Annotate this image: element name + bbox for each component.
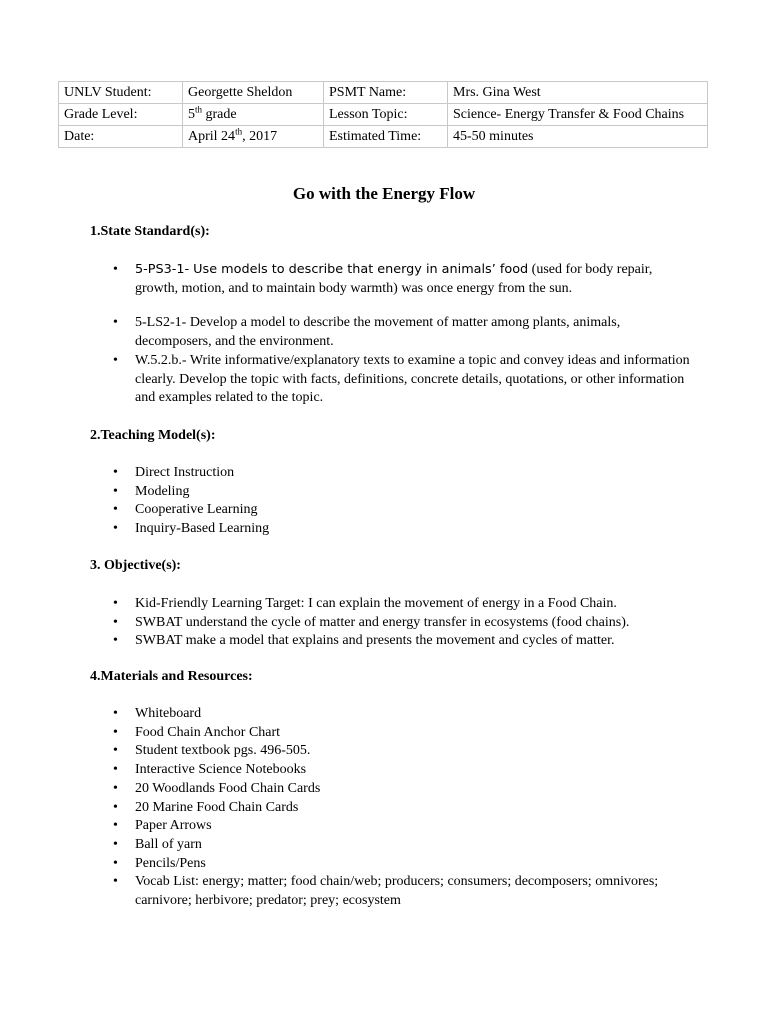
list-item: • 20 Woodlands Food Chain Cards [113, 780, 693, 799]
list-item: • Vocab List: energy; matter; food chain/web; producers; consumers; decomposers; omnivores; carnivore; herbivore; predator; prey; ecosystem [113, 873, 693, 910]
list-item: • Paper Arrows [113, 817, 693, 836]
teaching-models-heading: 2.Teaching Model(s): [90, 428, 216, 443]
list-item: • 20 Marine Food Chain Cards [113, 799, 693, 818]
table-row [59, 104, 708, 126]
objectives-list [113, 595, 693, 651]
student-label: UNLV Student: [59, 82, 183, 104]
list-item: • Ball of yarn [113, 836, 693, 855]
list-item: • SWBAT understand the cycle of matter and energy transfer in ecosystems (food chains). [113, 614, 693, 633]
student-value: Georgette Sheldon [183, 82, 324, 104]
list-item: • Pencils/Pens [113, 855, 693, 874]
list-item: • Modeling [113, 483, 693, 502]
list-item: • 5-PS3-1- Use models to describe that energy in animals’ food (used for body repair, growth, motion, and to maintain body warmth) was once energy from the sun. [113, 261, 693, 298]
time-label: Estimated Time: [324, 126, 448, 148]
list-item: • Food Chain Anchor Chart [113, 724, 693, 743]
materials-list [113, 705, 693, 911]
page-title: Go with the Energy Flow [292, 184, 476, 203]
list-item: • Student textbook pgs. 496-505. [113, 742, 693, 761]
table-row [59, 126, 708, 148]
date-label: Date: [59, 126, 183, 148]
lesson-info-table [58, 81, 708, 148]
objectives-heading: 3. Objective(s): [90, 558, 181, 573]
psmt-value: Mrs. Gina West [448, 82, 708, 104]
grade-value: 5th grade [183, 104, 324, 126]
psmt-label: PSMT Name: [324, 82, 448, 104]
topic-label: Lesson Topic: [324, 104, 448, 126]
date-value: April 24th, 2017 [183, 126, 324, 148]
list-item: • Whiteboard [113, 705, 693, 724]
table-row [59, 82, 708, 104]
teaching-models-list [113, 464, 693, 539]
list-item: • SWBAT make a model that explains and presents the movement and cycles of matter. [113, 632, 693, 651]
list-item: • W.5.2.b.- Write informative/explanatory texts to examine a topic and convey ideas and information clearly. Develop the topic with facts, definitions, concrete details, quotations, or other information and examples related to the topic. [113, 352, 693, 408]
list-item: • Kid-Friendly Learning Target: I can explain the movement of energy in a Food Chain. [113, 595, 693, 614]
standards-list [113, 261, 693, 408]
list-item: • Direct Instruction [113, 464, 693, 483]
standards-heading: 1.State Standard(s): [90, 224, 210, 239]
grade-label: Grade Level: [59, 104, 183, 126]
materials-heading: 4.Materials and Resources: [90, 669, 253, 684]
topic-value: Science- Energy Transfer & Food Chains [448, 104, 708, 126]
time-value: 45-50 minutes [448, 126, 708, 148]
list-item: • Inquiry-Based Learning [113, 520, 693, 539]
list-item: • Cooperative Learning [113, 501, 693, 520]
list-item: • Interactive Science Notebooks [113, 761, 693, 780]
list-item: • 5-LS2-1- Develop a model to describe the movement of matter among plants, animals, decomposers, and the environment. [113, 314, 693, 351]
